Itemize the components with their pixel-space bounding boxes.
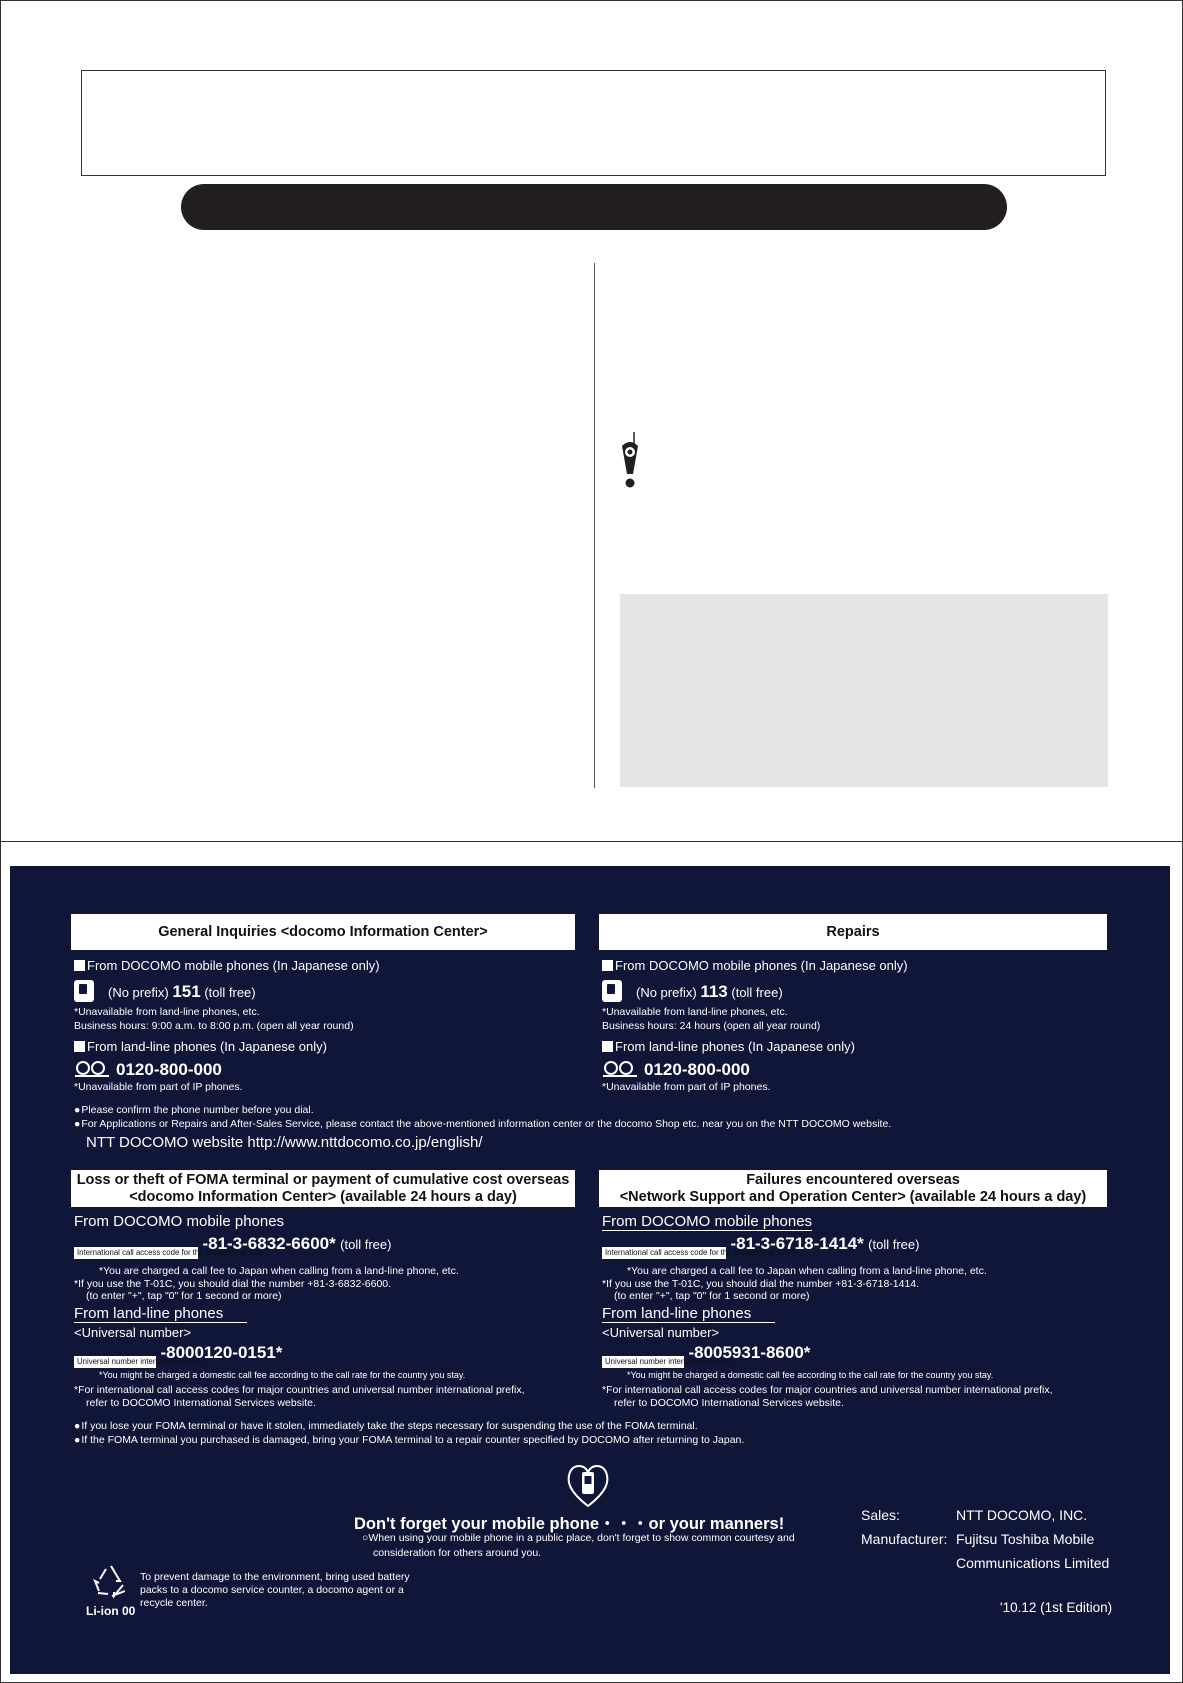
circle-bullet-icon: ○ <box>362 1532 369 1544</box>
general-hours: Business hours: 9:00 a.m. to 8:00 p.m. (open all year round) <box>74 1020 354 1032</box>
failures-header <box>599 1170 1107 1207</box>
failures-universal-line <box>602 1343 810 1369</box>
damaged-note: ● If the FOMA terminal you purchased is damaged, bring your FOMA terminal to a repair counter specified by DOCOMO after returning to Japan. <box>74 1434 744 1447</box>
toll-free-label: (toll free) <box>204 985 256 1000</box>
courtesy-line1 <box>362 1532 795 1545</box>
access-code-tag: International call access code for the country you stay <box>602 1247 726 1259</box>
general-inquiries-header <box>71 914 575 950</box>
failures-mobile-line <box>602 1234 919 1260</box>
free-dial-icon <box>74 1060 110 1078</box>
confirm-note: ● Please confirm the phone number before you dial. <box>74 1104 314 1117</box>
loss-intl-codes: *For international call access codes for major countries and universal number international prefix, <box>74 1384 525 1396</box>
courtesy-text-1: When using your mobile phone in a public place, don't forget to show common courtesy and <box>368 1532 795 1544</box>
edition: '10.12 (1st Edition) <box>1000 1600 1113 1615</box>
loss-mobile-heading: From DOCOMO mobile phones <box>74 1213 285 1230</box>
manufacturer-value-1: Fujitsu Toshiba Mobile <box>956 1531 1095 1547</box>
repairs-number: 113 <box>700 982 728 1001</box>
failures-universal: <Universal number> <box>602 1325 720 1340</box>
failures-mobile-heading: From DOCOMO mobile phones <box>602 1213 813 1230</box>
warning-icon <box>618 430 642 502</box>
fold-line <box>0 841 1183 842</box>
general-inquiries-title: General Inquiries <docomo Information Center> <box>158 923 488 940</box>
info-gray-box <box>620 594 1108 787</box>
failures-refer: refer to DOCOMO International Services website. <box>614 1397 844 1409</box>
loss-number: -81-3-6832-6600* <box>202 1234 336 1253</box>
repairs-landline-number: 0120-800-000 <box>644 1060 750 1079</box>
failures-t01c: *If you use the T-01C, you should dial the number +81-3-6718-1414. <box>602 1278 920 1290</box>
manufacturer-value-2: Communications Limited <box>956 1555 1110 1571</box>
repairs-landline-heading: From land-line phones (In Japanese only) <box>602 1039 855 1054</box>
sales-label: Sales: <box>861 1507 900 1523</box>
mobile-phone-icon <box>74 980 94 1002</box>
general-landline-line <box>74 1060 222 1080</box>
repairs-landline-note: *Unavailable from part of IP phones. <box>602 1081 771 1093</box>
heading-bar <box>181 184 1007 230</box>
failures-intl-codes: *For international call access codes for major countries and universal number international prefix, <box>602 1384 1053 1396</box>
free-dial-icon <box>602 1060 638 1078</box>
general-landline-number: 0120-800-000 <box>116 1060 222 1079</box>
failures-universal-number: -8005931-8600* <box>688 1343 811 1362</box>
failures-number: -81-3-6718-1414* <box>730 1234 864 1253</box>
loss-universal-line <box>74 1343 282 1369</box>
lose-note: ● If you lose your FOMA terminal or have it stolen, immediately take the steps necessary for suspending the use of the FOMA terminal. <box>74 1420 698 1433</box>
title-box <box>81 70 1106 176</box>
repairs-title: Repairs <box>826 923 880 940</box>
mobile-phone-icon <box>602 980 622 1002</box>
courtesy-line2: consideration for others around you. <box>373 1547 542 1559</box>
loss-universal: <Universal number> <box>74 1325 192 1340</box>
manufacturer-label: Manufacturer: <box>861 1531 948 1547</box>
general-note: *Unavailable from land-line phones, etc. <box>74 1006 260 1018</box>
failures-domestic: *You might be charged a domestic call fee according to the call rate for the country you stay. <box>627 1370 994 1380</box>
loss-universal-number: -8000120-0151* <box>160 1343 283 1362</box>
failures-plus: (to enter "+", tap "0" for 1 second or more) <box>614 1290 810 1302</box>
no-prefix-label: (No prefix) <box>636 985 697 1000</box>
column-divider <box>594 263 595 788</box>
sales-value: NTT DOCOMO, INC. <box>956 1507 1088 1523</box>
universal-prefix-tag: Universal number international prefix <box>602 1356 684 1368</box>
access-code-tag: International call access code for the country you stay <box>74 1247 198 1259</box>
loss-charged: *You are charged a call fee to Japan when calling from a land-line phone, etc. <box>99 1265 459 1277</box>
failures-landline-heading: From land-line phones <box>602 1305 775 1323</box>
repairs-landline-line <box>602 1060 750 1080</box>
loss-refer: refer to DOCOMO International Services website. <box>86 1397 316 1409</box>
repairs-mobile-heading: From DOCOMO mobile phones (In Japanese only) <box>602 958 908 973</box>
general-mobile-line <box>74 980 256 1002</box>
li-ion-label: Li-ion 00 <box>86 1604 136 1618</box>
failures-charged: *You are charged a call fee to Japan when calling from a land-line phone, etc. <box>627 1265 987 1277</box>
loss-title-line2: <docomo Information Center> (available 24 hours a day) <box>129 1188 517 1205</box>
repairs-note: *Unavailable from land-line phones, etc. <box>602 1006 788 1018</box>
general-landline-note: *Unavailable from part of IP phones. <box>74 1081 243 1093</box>
repairs-hours: Business hours: 24 hours (open all year round) <box>602 1020 821 1032</box>
recycle-text: To prevent damage to the environment, bring used battery packs to a docomo service counter, a docomo agent or a recycle center. <box>140 1571 410 1609</box>
general-mobile-heading: From DOCOMO mobile phones (In Japanese only) <box>74 958 380 973</box>
loss-t01c: *If you use the T-01C, you should dial the number +81-3-6832-6600. <box>74 1278 392 1290</box>
repairs-header <box>599 914 1107 950</box>
applications-note: ● For Applications or Repairs and After-Sales Service, please contact the above-mentioned information center or the docomo Shop etc. near you on the NTT DOCOMO website. <box>74 1118 1154 1131</box>
failures-title-line2: <Network Support and Operation Center> (available 24 hours a day) <box>619 1188 1087 1205</box>
manners-slogan: Don't forget your mobile phone・・・or your manners! <box>354 1515 785 1533</box>
toll-free-label: (toll free) <box>340 1237 392 1252</box>
general-number: 151 <box>172 982 201 1001</box>
toll-free-label: (toll free) <box>731 985 783 1000</box>
failures-title-line1: Failures encountered overseas <box>746 1171 960 1188</box>
loss-theft-header <box>71 1170 575 1207</box>
general-landline-heading: From land-line phones (In Japanese only) <box>74 1039 327 1054</box>
loss-plus: (to enter "+", tap "0" for 1 second or more) <box>86 1290 282 1302</box>
toll-free-label: (toll free) <box>868 1237 920 1252</box>
loss-domestic: *You might be charged a domestic call fee according to the call rate for the country you stay. <box>99 1370 466 1380</box>
website-link[interactable]: NTT DOCOMO website http://www.nttdocomo.co.jp/english/ <box>86 1134 483 1151</box>
no-prefix-label: (No prefix) <box>108 985 169 1000</box>
recycle-icon <box>92 1563 130 1599</box>
loss-title-line1: Loss or theft of FOMA terminal or payment of cumulative cost overseas <box>76 1171 570 1188</box>
universal-prefix-tag: Universal number international prefix <box>74 1356 156 1368</box>
repairs-mobile-line <box>602 980 783 1002</box>
loss-landline-heading: From land-line phones <box>74 1305 247 1323</box>
manners-heart-icon <box>566 1462 610 1508</box>
loss-mobile-line <box>74 1234 391 1260</box>
